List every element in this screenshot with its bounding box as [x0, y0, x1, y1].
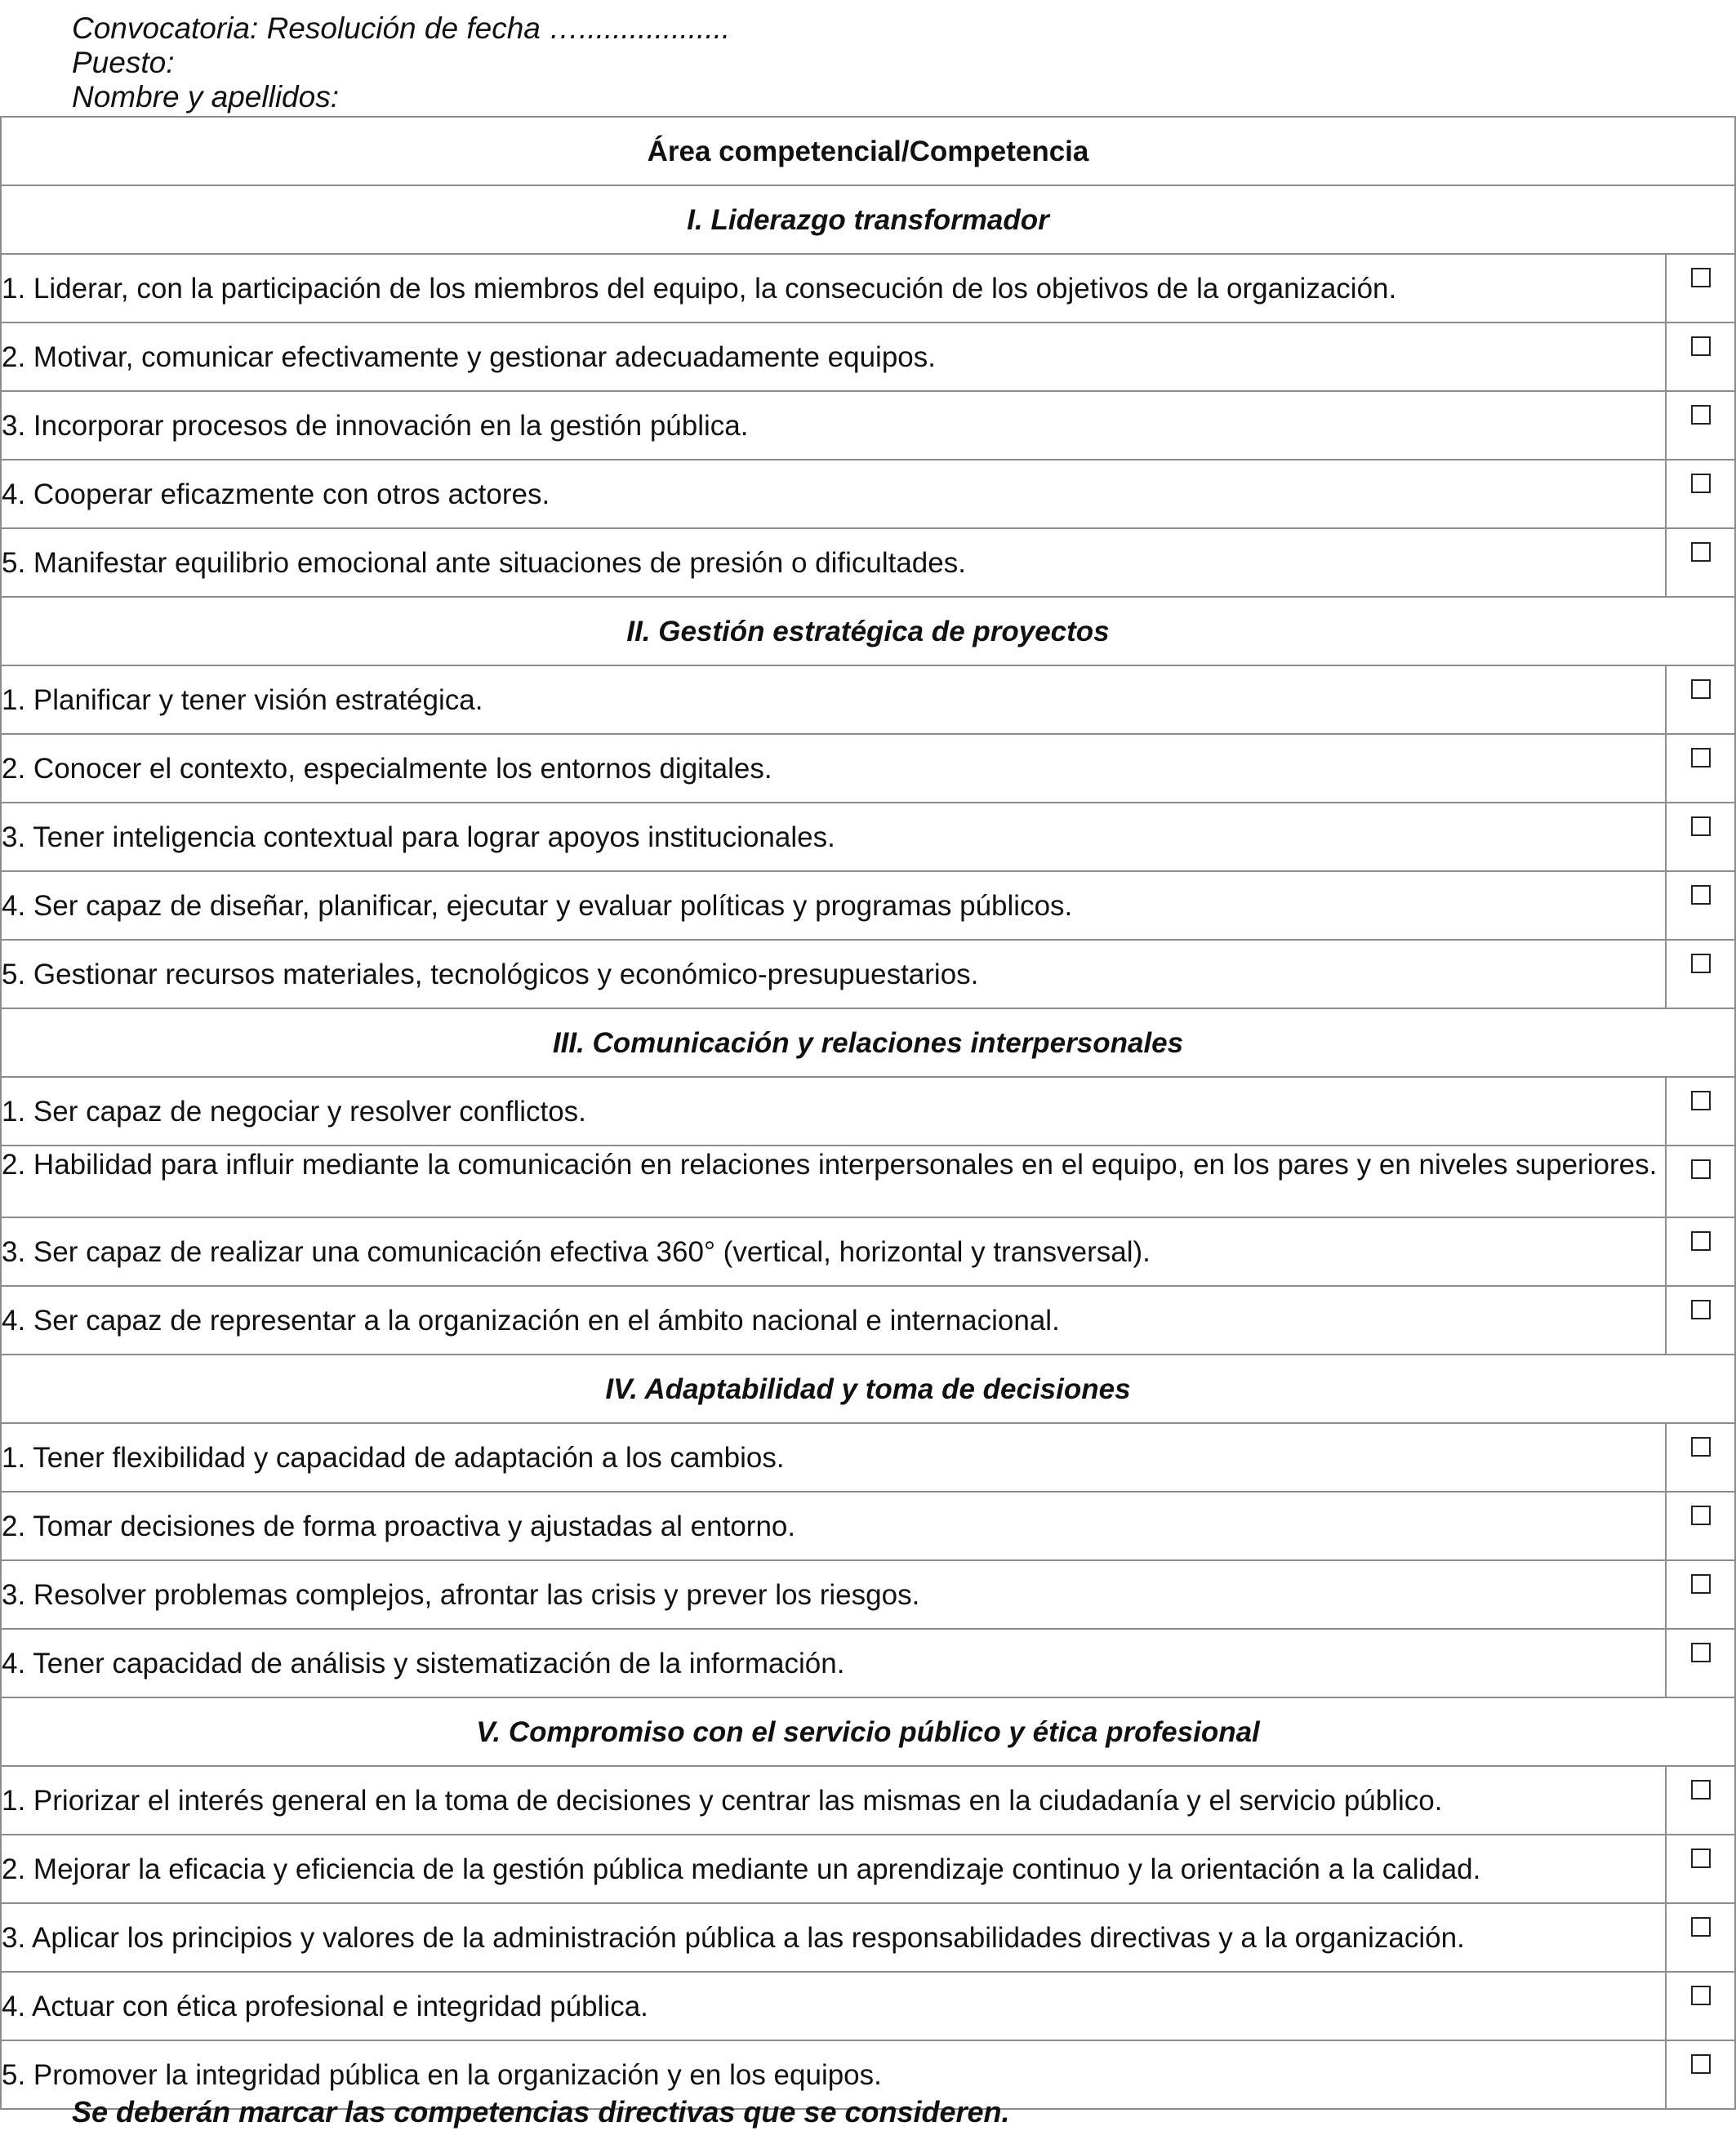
competency-text: 3. Resolver problemas complejos, afrontar las crisis y prever los riesgos.	[1, 1560, 1666, 1629]
checkbox-cell	[1666, 1903, 1735, 1972]
competency-checkbox[interactable]	[1691, 1780, 1711, 1800]
competency-text: 1. Liderar, con la participación de los miembros del equipo, la consecución de los objetivos de la organización.	[1, 254, 1666, 323]
competency-row	[1, 1972, 1735, 2040]
competency-row	[1, 665, 1735, 734]
competency-text: 2. Mejorar la eficacia y eficiencia de la gestión pública mediante un aprendizaje continuo y la orientación a la calidad.	[1, 1835, 1666, 1903]
competency-text: 4. Tener capacidad de análisis y sistematización de la información.	[1, 1629, 1666, 1697]
competency-text: 1. Planificar y tener visión estratégica.	[1, 665, 1666, 734]
competency-checkbox[interactable]	[1691, 954, 1711, 973]
competency-checkbox[interactable]	[1691, 885, 1711, 905]
competency-row	[1, 940, 1735, 1008]
competency-checkbox[interactable]	[1691, 1917, 1711, 1937]
competency-row	[1, 734, 1735, 803]
competency-checkbox[interactable]	[1691, 1231, 1711, 1251]
area-header-row	[1, 1008, 1735, 1077]
checkbox-cell	[1666, 323, 1735, 391]
competency-row	[1, 803, 1735, 871]
competency-text: 2. Conocer el contexto, especialmente los entornos digitales.	[1, 734, 1666, 803]
checkbox-cell	[1666, 803, 1735, 871]
checkbox-cell	[1666, 665, 1735, 734]
competency-checkbox[interactable]	[1691, 1091, 1711, 1110]
competency-text: 3. Aplicar los principios y valores de la administración pública a las responsabilidades directivas y a la organización.	[1, 1903, 1666, 1972]
competency-text: 3. Tener inteligencia contextual para lograr apoyos institucionales.	[1, 803, 1666, 871]
competency-row	[1, 460, 1735, 528]
checkbox-cell	[1666, 1972, 1735, 2040]
area-header-row	[1, 185, 1735, 254]
competency-checkbox[interactable]	[1691, 1159, 1711, 1179]
checkbox-cell	[1666, 1077, 1735, 1146]
competency-row	[1, 1077, 1735, 1146]
competency-text: 2. Habilidad para influir mediante la comunicación en relaciones interpersonales en el equipo, en los pares y en niveles superiores.	[1, 1146, 1666, 1217]
competency-checkbox[interactable]	[1691, 1848, 1711, 1868]
competency-text: 4. Ser capaz de diseñar, planificar, ejecutar y evaluar políticas y programas públicos.	[1, 871, 1666, 940]
area-title: I. Liderazgo transformador	[1, 185, 1735, 254]
competency-checkbox[interactable]	[1691, 1574, 1711, 1594]
area-title: IV. Adaptabilidad y toma de decisiones	[1, 1355, 1735, 1423]
competency-text: 5. Gestionar recursos materiales, tecnológicos y económico-presupuestarios.	[1, 940, 1666, 1008]
competency-text: 1. Tener flexibilidad y capacidad de adaptación a los cambios.	[1, 1423, 1666, 1492]
checkbox-cell	[1666, 1629, 1735, 1697]
table-title: Área competencial/Competencia	[1, 117, 1735, 185]
table-title-row	[1, 117, 1735, 185]
checkbox-cell	[1666, 1560, 1735, 1629]
competency-text: 5. Manifestar equilibrio emocional ante situaciones de presión o dificultades.	[1, 528, 1666, 597]
competency-text: 1. Ser capaz de negociar y resolver conflictos.	[1, 1077, 1666, 1146]
competency-checkbox[interactable]	[1691, 542, 1711, 562]
competency-checkbox[interactable]	[1691, 679, 1711, 699]
competency-checkbox[interactable]	[1691, 336, 1711, 356]
competency-text: 2. Tomar decisiones de forma proactiva y ajustadas al entorno.	[1, 1492, 1666, 1560]
checkbox-cell	[1666, 734, 1735, 803]
competency-text: 2. Motivar, comunicar efectivamente y gestionar adecuadamente equipos.	[1, 323, 1666, 391]
competency-text: 4. Ser capaz de representar a la organización en el ámbito nacional e internacional.	[1, 1286, 1666, 1355]
competency-checkbox[interactable]	[1691, 1643, 1711, 1662]
competency-row	[1, 1492, 1735, 1560]
competency-row	[1, 254, 1735, 323]
convocatoria-line: Convocatoria: Resolución de fecha …..................	[72, 11, 731, 45]
checkbox-cell	[1666, 1766, 1735, 1835]
checkbox-cell	[1666, 1492, 1735, 1560]
checkbox-cell	[1666, 940, 1735, 1008]
competency-text: 4. Actuar con ética profesional e integridad pública.	[1, 1972, 1666, 2040]
area-title: V. Compromiso con el servicio público y ética profesional	[1, 1697, 1735, 1766]
competency-checkbox[interactable]	[1691, 816, 1711, 836]
document-header	[72, 11, 730, 114]
checkbox-cell	[1666, 460, 1735, 528]
competency-row	[1, 323, 1735, 391]
competency-checkbox[interactable]	[1691, 1437, 1711, 1457]
competency-row	[1, 1835, 1735, 1903]
competency-text: 3. Incorporar procesos de innovación en la gestión pública.	[1, 391, 1666, 460]
competency-text: 1. Priorizar el interés general en la toma de decisiones y centrar las mismas en la ciudadanía y el servicio público.	[1, 1766, 1666, 1835]
competencias-table	[0, 116, 1736, 2110]
competency-checkbox[interactable]	[1691, 1986, 1711, 2005]
competency-checkbox[interactable]	[1691, 1300, 1711, 1319]
competency-checkbox[interactable]	[1691, 268, 1711, 287]
competency-row	[1, 528, 1735, 597]
competency-row	[1, 1286, 1735, 1355]
footer-note: Se deberán marcar las competencias directivas que se consideren.	[72, 2095, 1010, 2129]
area-title: III. Comunicación y relaciones interpersonales	[1, 1008, 1735, 1077]
competency-text: 5. Promover la integridad pública en la organización y en los equipos.	[1, 2040, 1666, 2109]
competency-checkbox[interactable]	[1691, 474, 1711, 493]
competency-row	[1, 871, 1735, 940]
puesto-line: Puesto:	[72, 46, 175, 79]
competency-row	[1, 391, 1735, 460]
competency-checkbox[interactable]	[1691, 405, 1711, 425]
checkbox-cell	[1666, 1217, 1735, 1286]
checkbox-cell	[1666, 254, 1735, 323]
area-title: II. Gestión estratégica de proyectos	[1, 597, 1735, 665]
checkbox-cell	[1666, 1286, 1735, 1355]
competency-row	[1, 1560, 1735, 1629]
checkbox-cell	[1666, 1835, 1735, 1903]
competency-checkbox[interactable]	[1691, 748, 1711, 767]
competency-row	[1, 1146, 1735, 1217]
nombre-line: Nombre y apellidos:	[72, 80, 339, 113]
competency-row	[1, 1423, 1735, 1492]
competency-row	[1, 1903, 1735, 1972]
checkbox-cell	[1666, 1146, 1735, 1217]
competency-checkbox[interactable]	[1691, 1506, 1711, 1525]
checkbox-cell	[1666, 871, 1735, 940]
area-header-row	[1, 1697, 1735, 1766]
competency-row	[1, 1766, 1735, 1835]
competency-row	[1, 1217, 1735, 1286]
competency-text: 4. Cooperar eficazmente con otros actores.	[1, 460, 1666, 528]
checkbox-cell	[1666, 1423, 1735, 1492]
checkbox-cell	[1666, 2040, 1735, 2109]
competency-checkbox[interactable]	[1691, 2054, 1711, 2074]
checkbox-cell	[1666, 391, 1735, 460]
area-header-row	[1, 1355, 1735, 1423]
competency-text: 3. Ser capaz de realizar una comunicación efectiva 360° (vertical, horizontal y transversal).	[1, 1217, 1666, 1286]
competency-row	[1, 1629, 1735, 1697]
area-header-row	[1, 597, 1735, 665]
checkbox-cell	[1666, 528, 1735, 597]
